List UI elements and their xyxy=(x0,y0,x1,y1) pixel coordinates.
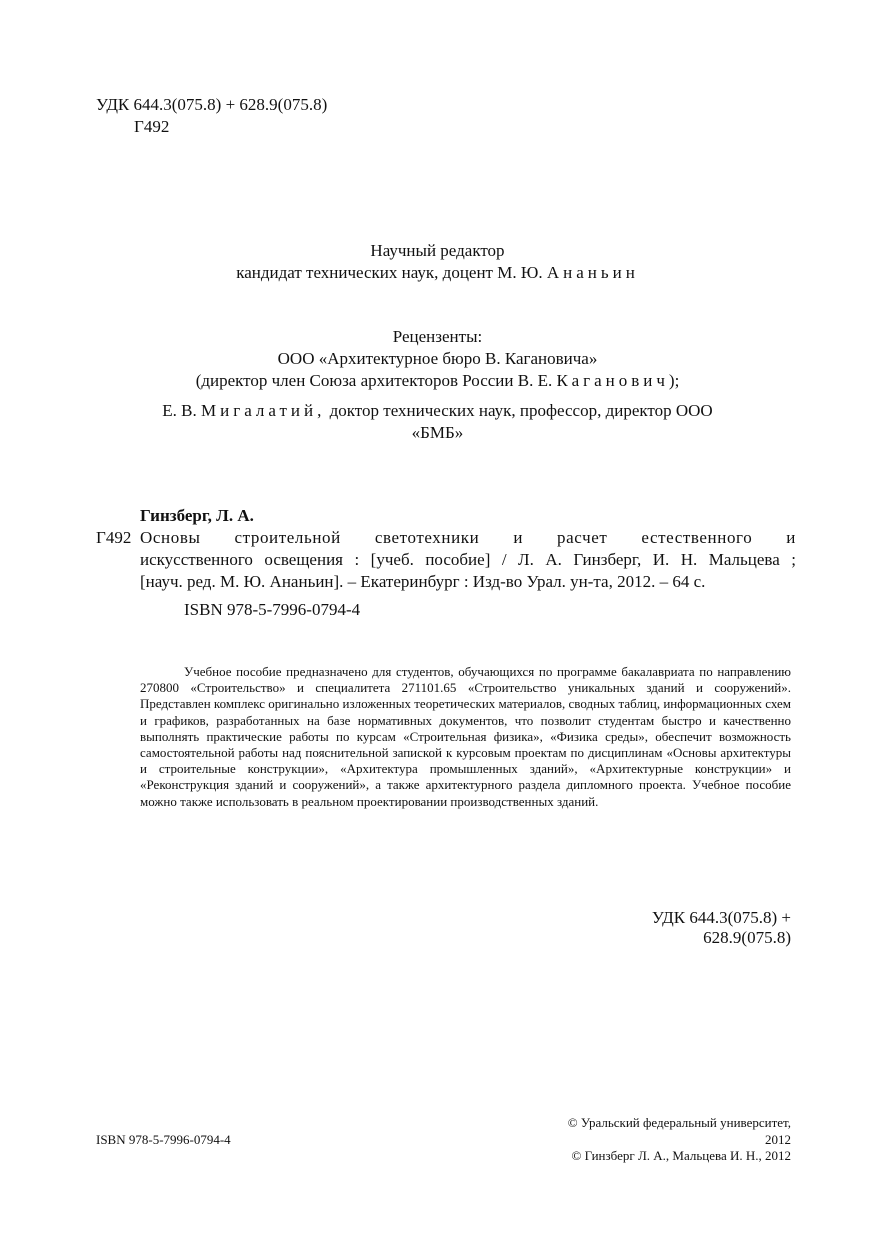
udk-footer xyxy=(560,908,791,948)
reviewer-2-initials: Е. В. xyxy=(162,401,197,420)
editor-credentials: кандидат технических наук, доцент М. Ю. xyxy=(236,263,543,282)
copyright-line-1: © Уральский федеральный университет, xyxy=(567,1115,791,1130)
editor-info xyxy=(0,262,875,284)
reviewer-2-details: доктор технических наук, профессор, директор ООО xyxy=(329,401,713,420)
reviewers-block xyxy=(0,326,875,444)
abstract-paragraph: Учебное пособие предназначено для студентов, обучающихся по программе бакалавриата по направлению 270800 «Строительство» и специалитета 271101.65 «Строительство уникальных зданий и сооружений». Представлен комплекс оригинально изложенных теоретических материалов, сводных таблиц, информационных схем и графиков, разработанных на базе нормативных документов, что позволит студентам быстро и качественно выполнять практические работы по курсам «Строительная физика», «Физика среды», обеспечит возможность самостоятельной работы над пояснительной запиской к курсовым проектам по дисциплинам «Основы архитектуры и строительные конструкции», «Архитектура промышленных зданий», «Архитектурные конструкции» и «Реконструкция зданий и сооружений», а также архитектурного раздела дипломного проекта. Учебное пособие можно также использовать в реальном проектировании производственных зданий. xyxy=(140,664,791,809)
copyright-line-2: 2012 xyxy=(765,1131,791,1147)
udk-codes: УДК 644.3(075.8) + 628.9(075.8) xyxy=(96,95,328,114)
director-prefix: (директор член Союза архитекторов России В. Е. xyxy=(195,371,553,390)
catalog-code: Г492 xyxy=(134,117,170,136)
editor-title: Научный редактор xyxy=(370,241,505,260)
reviewer-org: ООО «Архитектурное бюро В. Кагановича» xyxy=(277,349,598,368)
record-line-2: искусственного освещения : [учеб. пособие] / Л. А. Гинзберг, И. Н. Мальцева ; xyxy=(140,550,796,569)
scientific-editor xyxy=(0,240,875,284)
record-first-row xyxy=(96,527,796,549)
isbn-footer: ISBN 978-5-7996-0794-4 xyxy=(96,1132,231,1147)
reviewer-2 xyxy=(0,400,875,422)
udk-header xyxy=(96,94,327,138)
reviewer-2-name: Мигалатий, xyxy=(201,401,326,420)
copyright-block xyxy=(520,1115,791,1165)
record-line-3: [науч. ред. М. Ю. Ананьин]. – Екатеринбург : Изд-во Урал. ун-та, 2012. – 64 с. xyxy=(140,572,706,591)
reviewers-title: Рецензенты: xyxy=(392,327,483,346)
reviewer-org-director xyxy=(0,370,875,392)
record-catalog-code: Г492 xyxy=(96,528,132,547)
director-suffix: ); xyxy=(668,371,680,390)
copyright-line-3: © Гинзберг Л. А., Мальцева И. Н., 2012 xyxy=(571,1148,791,1163)
director-name: Каганович xyxy=(556,371,669,390)
record-title-line: Основы строительной светотехники и расчет естественного и xyxy=(140,528,796,547)
record-author: Гинзберг, Л. А. xyxy=(140,506,254,525)
udk-footer-line-2: 628.9(075.8) xyxy=(703,928,791,947)
bibliographic-record xyxy=(96,505,796,621)
record-isbn: ISBN 978-5-7996-0794-4 xyxy=(184,600,361,619)
reviewer-2-org: «БМБ» xyxy=(411,423,464,442)
editor-name: Ананьин xyxy=(546,263,639,282)
udk-footer-line-1: УДК 644.3(075.8) + xyxy=(651,908,791,927)
